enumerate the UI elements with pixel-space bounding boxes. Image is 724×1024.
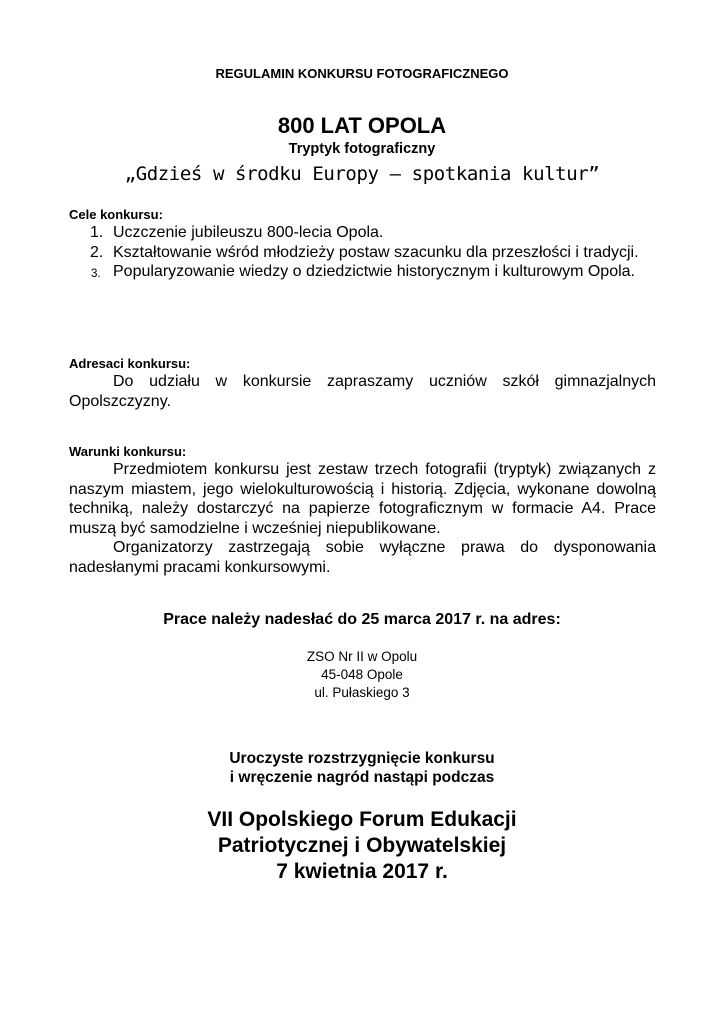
- list-item: [69, 243, 656, 263]
- list-number: 2.: [90, 243, 104, 261]
- list-item-text: Popularyzowanie wiedzy o dziedzictwie historycznym i kulturowym Opola.: [113, 263, 635, 280]
- address-line-3: ul. Pułaskiego 3: [314, 685, 410, 700]
- conditions-paragraph-2-text: Organizatorzy zastrzegają sobie wyłączne prawa do dysponowania nadesłanymi pracami konkursowymi.: [69, 539, 656, 576]
- main-title: 800 LAT OPOLA: [277, 113, 447, 138]
- subtitle: Tryptyk fotograficzny: [288, 141, 436, 157]
- recipients-text: [69, 372, 656, 411]
- deadline-text: Prace należy nadesłać do 25 marca 2017 r. na adres:: [163, 611, 561, 628]
- list-number: 3.: [91, 268, 101, 280]
- list-item: [69, 262, 656, 282]
- address-line-1: ZSO Nr II w Opolu: [306, 649, 418, 664]
- ceremony-line-1: Uroczyste rozstrzygnięcie konkursu: [229, 750, 495, 767]
- conditions-paragraph-1: [69, 460, 656, 538]
- address-block: [0, 648, 724, 702]
- conditions-label: Warunki konkursu:: [69, 444, 187, 459]
- ceremony-line-2: i wręczenie nagród nastąpi podczas: [229, 769, 495, 786]
- list-item-text: Kształtowanie wśród młodzieży postaw szacunku dla przeszłości i tradycji.: [113, 243, 639, 261]
- list-number: 1.: [90, 224, 104, 241]
- forum-line-2: Patriotycznej i Obywatelskiej: [217, 834, 507, 857]
- recipients-label: Adresaci konkursu:: [69, 356, 191, 371]
- forum-block: [0, 807, 724, 885]
- goals-list: [69, 223, 656, 282]
- goals-label: Cele konkursu:: [69, 207, 163, 222]
- conditions-paragraph-1-text: Przedmiotem konkursu jest zestaw trzech fotografii (tryptyk) związanych z naszym miastem, jego wielokulturowością i historią. Zdjęcia, wykonane dowolną techniką, należy dostarczyć na papierze fotograficznym w formacie A4. Prace muszą być samodzielne i wcześniej niepublikowane.: [69, 461, 656, 537]
- forum-line-3: 7 kwietnia 2017 r.: [276, 860, 448, 883]
- recipients-paragraph: Do udziału w konkursie zapraszamy uczniów szkół gimnazjalnych Opolszczyzny.: [69, 373, 656, 410]
- forum-line-1: VII Opolskiego Forum Edukacji: [207, 808, 517, 831]
- list-item-text: Uczczenie jubileuszu 800-lecia Opola.: [113, 224, 384, 241]
- contest-theme: „Gdzieś w środku Europy – spotkania kultur”: [124, 163, 600, 185]
- ceremony-block: [0, 749, 724, 787]
- address-line-2: 45-048 Opole: [321, 667, 403, 682]
- regulation-title: REGULAMIN KONKURSU FOTOGRAFICZNEGO: [215, 66, 509, 81]
- conditions-paragraph-2: [69, 538, 656, 577]
- conditions-text: [69, 460, 656, 577]
- list-item: [69, 223, 656, 243]
